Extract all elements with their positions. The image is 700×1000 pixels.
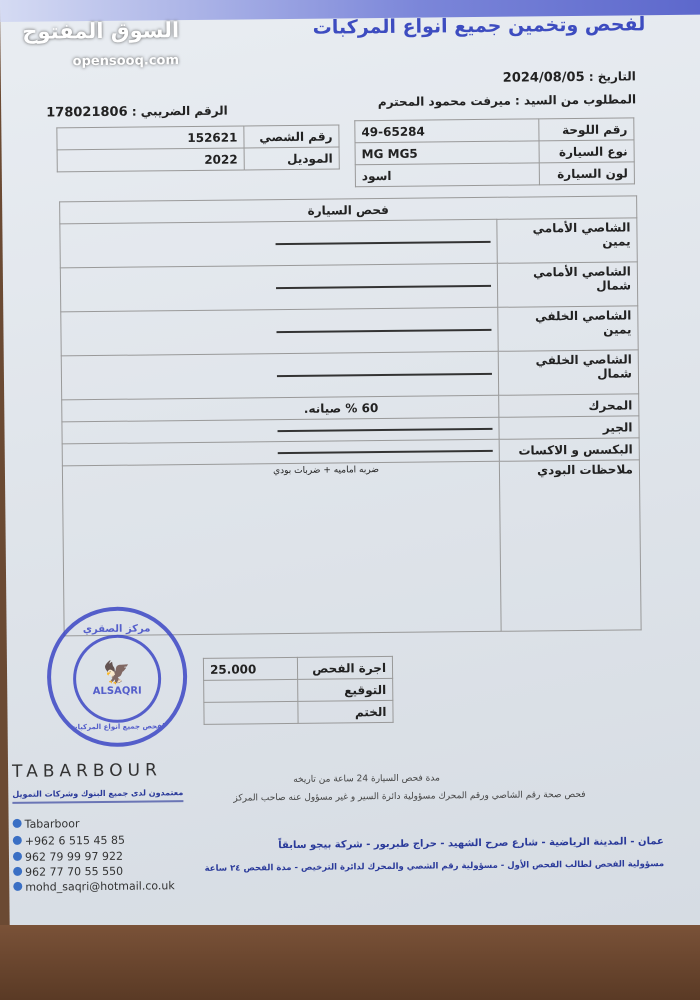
contact-phone-3: [13, 865, 123, 879]
contact-text: Tabarboor: [24, 817, 80, 831]
signature-label: التوقيع: [298, 678, 393, 701]
contact-phone-1: [13, 834, 125, 848]
signature-value: [204, 679, 298, 702]
color-value: اسود: [355, 163, 539, 187]
watermark-logo: السوق المفتوح: [22, 18, 180, 44]
date-line: [503, 69, 636, 85]
tax-label: الرقم الضريبي :: [131, 103, 228, 119]
footer-address: عمان - المدينة الرياضية - شارع صرح الشهيد - حراج طبربور - شركة بيجو سابقاً: [278, 836, 664, 852]
body-notes-label: ملاحظات البودي: [499, 460, 641, 631]
color-label: لون السيارة: [539, 162, 634, 185]
stamp-subtitle: لفحص جميع انواع المركبات: [70, 721, 165, 731]
check-line: [276, 285, 491, 289]
front-left-label: الشاصي الأمامي شمال: [497, 262, 637, 307]
contact-facebook: [13, 817, 80, 831]
contact-text: +962 6 515 45 85: [24, 833, 126, 848]
type-value: MG MG5: [355, 141, 539, 165]
type-label: نوع السيارة: [539, 140, 634, 163]
footer-brand: TABARBOUR: [11, 760, 162, 782]
engine-label: المحرك: [499, 394, 639, 417]
plate-value: 49-65284: [355, 119, 539, 143]
front-left-value: [60, 263, 497, 312]
check-line: [277, 373, 492, 377]
chassis-label: رقم الشصي: [244, 125, 339, 148]
email-icon: [13, 882, 22, 891]
front-right-value: [60, 219, 497, 268]
contact-phone-2: [13, 850, 123, 864]
fees-table: [203, 656, 394, 725]
eagle-icon: 🦅 ALSAQRI: [73, 634, 162, 723]
check-line: [278, 428, 493, 432]
fee-value: 25.000: [203, 657, 297, 680]
rear-left-value: [61, 351, 498, 400]
contact-text: 962 79 99 97 922: [24, 849, 124, 864]
requester-line: [378, 92, 636, 109]
inspection-table: [59, 195, 642, 636]
date: 2024/08/05: [502, 69, 585, 86]
rear-right-label: الشاصي الخلفي يمين: [498, 306, 638, 351]
chassis-value: 152621: [57, 126, 244, 150]
tagline: لفحص وتخمين جميع انواع المركبات: [312, 13, 646, 39]
check-line: [278, 450, 493, 454]
axles-label: البكسس و الاكسات: [499, 438, 639, 461]
whatsapp-icon: [13, 852, 22, 861]
model-label: الموديل: [244, 147, 339, 170]
vehicle-table-right: [354, 117, 635, 187]
rear-left-label: الشاصي الخلفي شمال: [498, 350, 638, 395]
contact-text: mohd_saqri@hotmail.co.uk: [25, 879, 175, 894]
check-line: [276, 241, 491, 245]
phone-icon: [13, 867, 22, 876]
contact-email: [13, 879, 175, 894]
body-notes-value: ضربه اماميه + ضربات بودي: [62, 461, 501, 636]
plate-label: رقم اللوحة: [539, 118, 634, 141]
rear-right-value: [61, 307, 498, 356]
stamp-label: الختم: [298, 700, 393, 723]
stamp-brand: ALSAQRI: [92, 685, 142, 697]
stamp-text: مركز الصقري: [82, 622, 151, 635]
engine-value: 60 % صيانه.: [62, 395, 499, 422]
gear-label: الجير: [499, 416, 639, 439]
facebook-icon: [13, 819, 22, 828]
footer-note-2: فحص صحة رقم الشاصي ورقم المحرك مسؤولية دائرة السير و غير مسؤول عنه صاحب المركز: [233, 789, 586, 804]
inspection-title: فحص السيارة: [60, 196, 637, 224]
tax-number: 178021806: [46, 104, 128, 121]
check-line: [276, 329, 491, 333]
footer-disclaimer: مسؤولية الفحص لطالب الفحص الأول - مسؤولية رقم الشصي والمحرك لدائرة الترخيص - مدة الفحص ٢٤ ساعة: [204, 859, 665, 874]
footer-brand-sub: معتمدون لدى جميع البنوك وشركات التمويل: [12, 788, 183, 804]
vehicle-table-left: [56, 124, 339, 172]
wooden-table: [0, 925, 700, 1000]
tax-line: [46, 104, 228, 121]
stamp-value: [204, 701, 298, 724]
footer-note-1: مدة فحص السيارة 24 ساعة من تاريخه: [293, 773, 440, 785]
phone-icon: [13, 836, 22, 845]
model-value: 2022: [57, 148, 244, 172]
watermark-url: opensooq.com: [72, 53, 180, 70]
requester-label: المطلوب من السيد :: [514, 92, 637, 108]
date-label: التاريخ :: [588, 69, 636, 84]
front-right-label: الشاصي الأمامي يمين: [497, 218, 637, 263]
company-stamp: [46, 606, 187, 747]
fee-label: اجرة الفحص: [297, 656, 392, 679]
requester: ميرفت محمود المحترم: [377, 93, 511, 110]
contact-text: 962 77 70 55 550: [25, 864, 124, 879]
